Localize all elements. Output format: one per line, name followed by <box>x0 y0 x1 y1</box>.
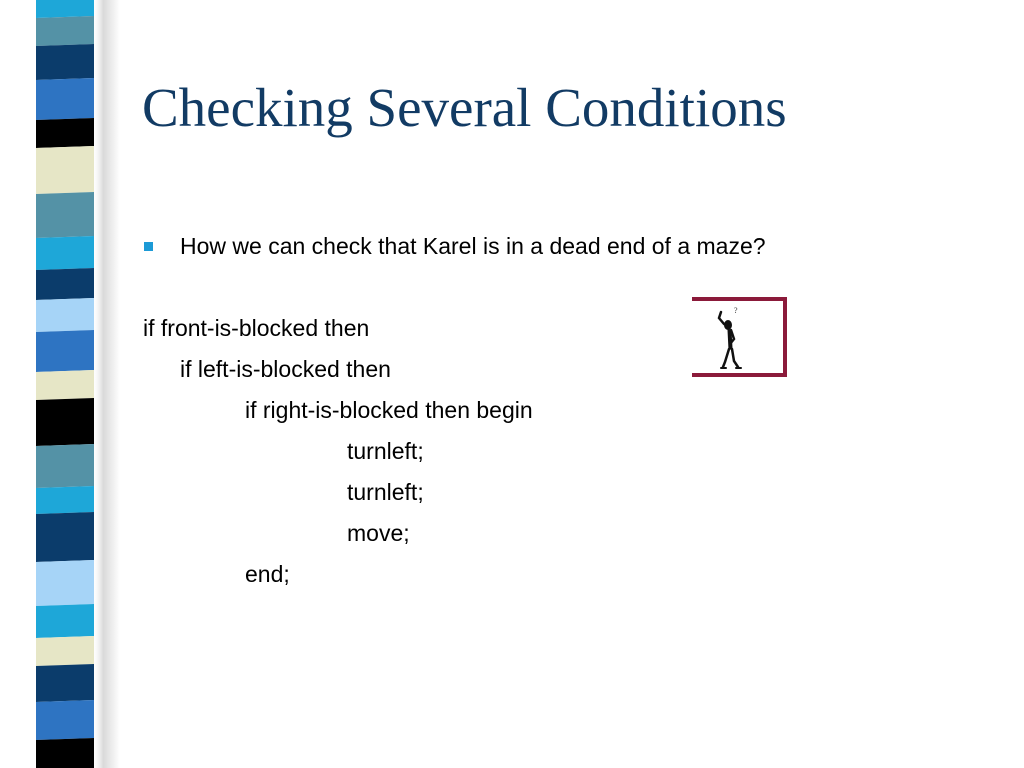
code-line-4: turnleft; <box>347 438 424 464</box>
code-line-6: move; <box>347 520 410 546</box>
code-line-2: if left-is-blocked then <box>180 356 391 382</box>
decorative-stripe-bar <box>0 0 120 768</box>
code-line-5: turnleft; <box>347 479 424 505</box>
square-bullet-icon <box>144 242 153 251</box>
code-line-1: if front-is-blocked then <box>143 315 370 341</box>
question-mark-text: ? <box>734 306 738 315</box>
confused-person-icon <box>719 312 741 368</box>
stripe-blocks <box>36 0 94 768</box>
code-line-7: end; <box>245 561 290 587</box>
bullet-text: How we can check that Karel is in a dead end of a maze? <box>180 233 766 259</box>
dead-end-figure <box>688 294 790 380</box>
code-line-3: if right-is-blocked then begin <box>245 397 533 423</box>
dead-end-box <box>692 299 785 375</box>
slide-title: Checking Several Conditions <box>142 77 787 138</box>
